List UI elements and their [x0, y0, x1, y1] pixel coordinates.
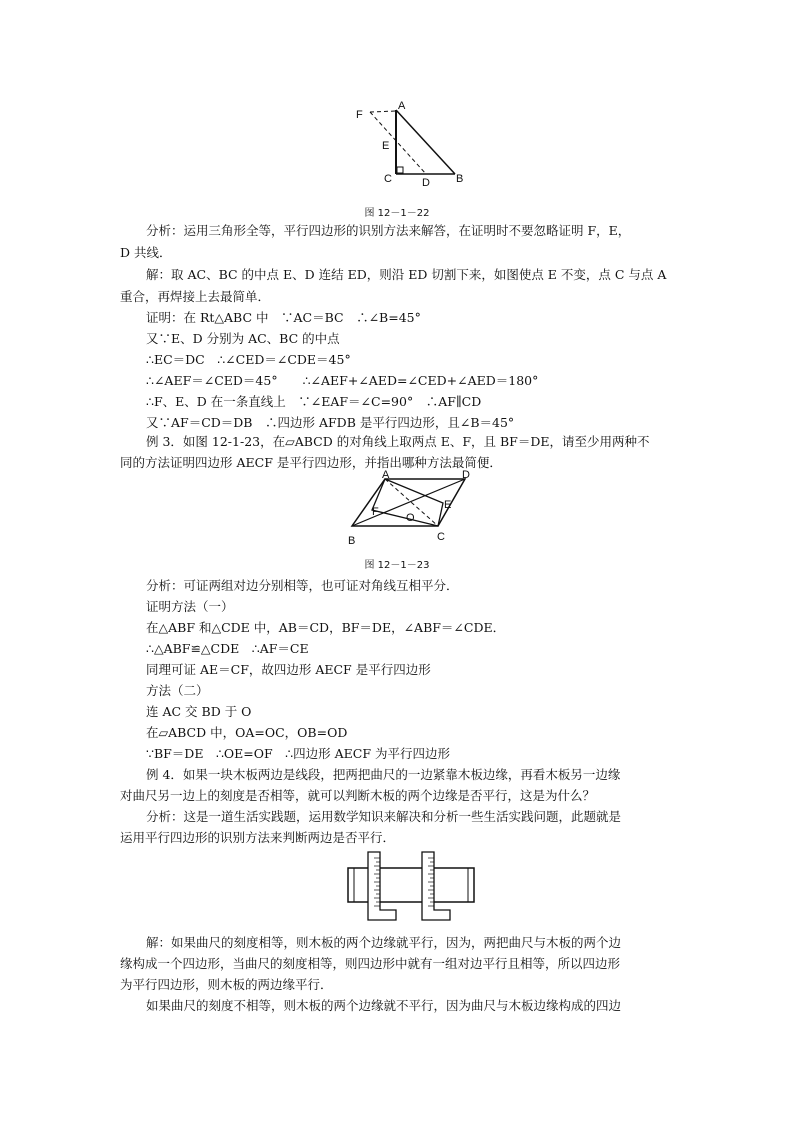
label-a: A — [398, 100, 406, 112]
label-e2: E — [444, 499, 452, 511]
label-d: D — [422, 177, 430, 189]
label-d2: D — [462, 470, 470, 481]
example3-line1: 例 3．如图 12-1-23，在▱ABCD 的对角线上取两点 E、F，且 BF＝DE，请至少用两种不 — [146, 434, 650, 449]
label-e: E — [382, 140, 390, 152]
solution4-line2: 缘构成一个四边形，当曲尺的刻度相等，则四边形中就有一组对边平行且相等，所以四边形 — [120, 956, 621, 971]
label-o2: O — [406, 512, 415, 524]
method2-title: 方法（二） — [146, 683, 209, 698]
analysis1-line1: 分析：运用三角形全等，平行四边形的识别方法来解答，在证明时不要忽略证明 F，E， — [146, 223, 631, 238]
label-f: F — [356, 109, 363, 121]
dashed-fd — [370, 112, 426, 174]
solution4-line1: 解：如果曲尺的刻度相等，则木板的两个边缘就平行，因为，两把曲尺与木板的两个边 — [146, 935, 622, 950]
solution1-line2: 重合，再焊接上去最简单． — [120, 289, 271, 304]
example3-line2: 同的方法证明四边形 AECF 是平行四边形，并指出哪种方法最简便． — [120, 455, 502, 470]
example4-line1: 例 4．如果一块木板两边是线段，把两把曲尺的一边紧靠木板边缘，再看木板另一边缘 — [146, 767, 621, 782]
figure-parallelogram — [340, 470, 480, 550]
method2-line2: 在▱ABCD 中，OA=OC，OB=OD — [146, 725, 348, 740]
label-f2: F — [372, 506, 379, 518]
side-ab — [396, 110, 455, 174]
proof1-line2: 又∵E、D 分别为 AC、BC 的中点 — [146, 331, 340, 346]
proof1-line3: ∴EC＝DC ∴∠CED＝∠CDE＝45° — [146, 352, 351, 367]
example4-analysis2: 运用平行四边形的识别方法来判断两边是否平行． — [120, 830, 396, 845]
proof1-line1: 证明：在 Rt△ABC 中 ∵AC＝BC ∴∠B=45° — [146, 310, 421, 325]
left-square — [368, 852, 396, 920]
method2-line3: ∵BF＝DE ∴OE=OF ∴四边形 AECF 为平行四边形 — [146, 746, 450, 761]
label-c2: C — [437, 531, 445, 543]
proof1-line5: ∴F、E、D 在一条直线上 ∵∠EAF＝∠C=90° ∴AF∥CD — [146, 394, 482, 409]
example4-line2: 对曲尺另一边上的刻度是否相等，就可以判断木板的两个边缘是否平行，这是为什么？ — [120, 788, 596, 803]
solution4-line3: 为平行四边形，则木板的两边缘平行． — [120, 977, 333, 992]
figure-caption-22: 图 12－1－22 — [364, 208, 430, 219]
label-c: C — [384, 173, 392, 185]
right-square — [422, 852, 450, 920]
label-b: B — [456, 173, 464, 185]
method1-line1: 在△ABF 和△CDE 中，AB＝CD，BF＝DE，∠ABF＝∠CDE． — [146, 620, 506, 635]
board — [348, 868, 474, 902]
dashed-fa — [370, 111, 396, 112]
example4-analysis1: 分析：这是一道生活实践题，运用数学知识来解决和分析一些生活实践问题，此题就是 — [146, 809, 622, 824]
label-b2: B — [348, 535, 356, 547]
figure-right-triangle — [340, 98, 480, 198]
analysis1-line2: D 共线． — [120, 245, 172, 260]
figure-caption-23: 图 12－1－23 — [364, 560, 430, 571]
proof1-line4: ∴∠AEF＝∠CED＝45° ∴∠AEF+∠AED=∠CED+∠AED＝180° — [146, 373, 539, 388]
method1-line2: ∴△ABF≌△CDE ∴AF＝CE — [146, 641, 309, 656]
proof1-line6: 又∵AF＝CD＝DB ∴四边形 AFDB 是平行四边形，且∠B＝45° — [146, 415, 515, 430]
label-a2: A — [382, 470, 390, 481]
right-angle-mark — [397, 167, 403, 173]
solution1-line1: 解：取 AC、BC 的中点 E、D 连结 ED，则沿 ED 切割下来，如图使点 E 不变，点 C 与点 A — [146, 267, 667, 282]
solution4-line4: 如果曲尺的刻度不相等，则木板的两个边缘就不平行，因为曲尺与木板边缘构成的四边 — [146, 998, 622, 1013]
figure-board-squares — [340, 848, 480, 928]
method1-line3: 同理可证 AE＝CF，故四边形 AECF 是平行四边形 — [146, 662, 431, 677]
method1-title: 证明方法（一） — [146, 599, 234, 614]
method2-line1: 连 AC 交 BD 于 O — [146, 704, 252, 719]
method-analysis: 分析：可证两组对边分别相等，也可证对角线互相平分． — [146, 578, 459, 593]
